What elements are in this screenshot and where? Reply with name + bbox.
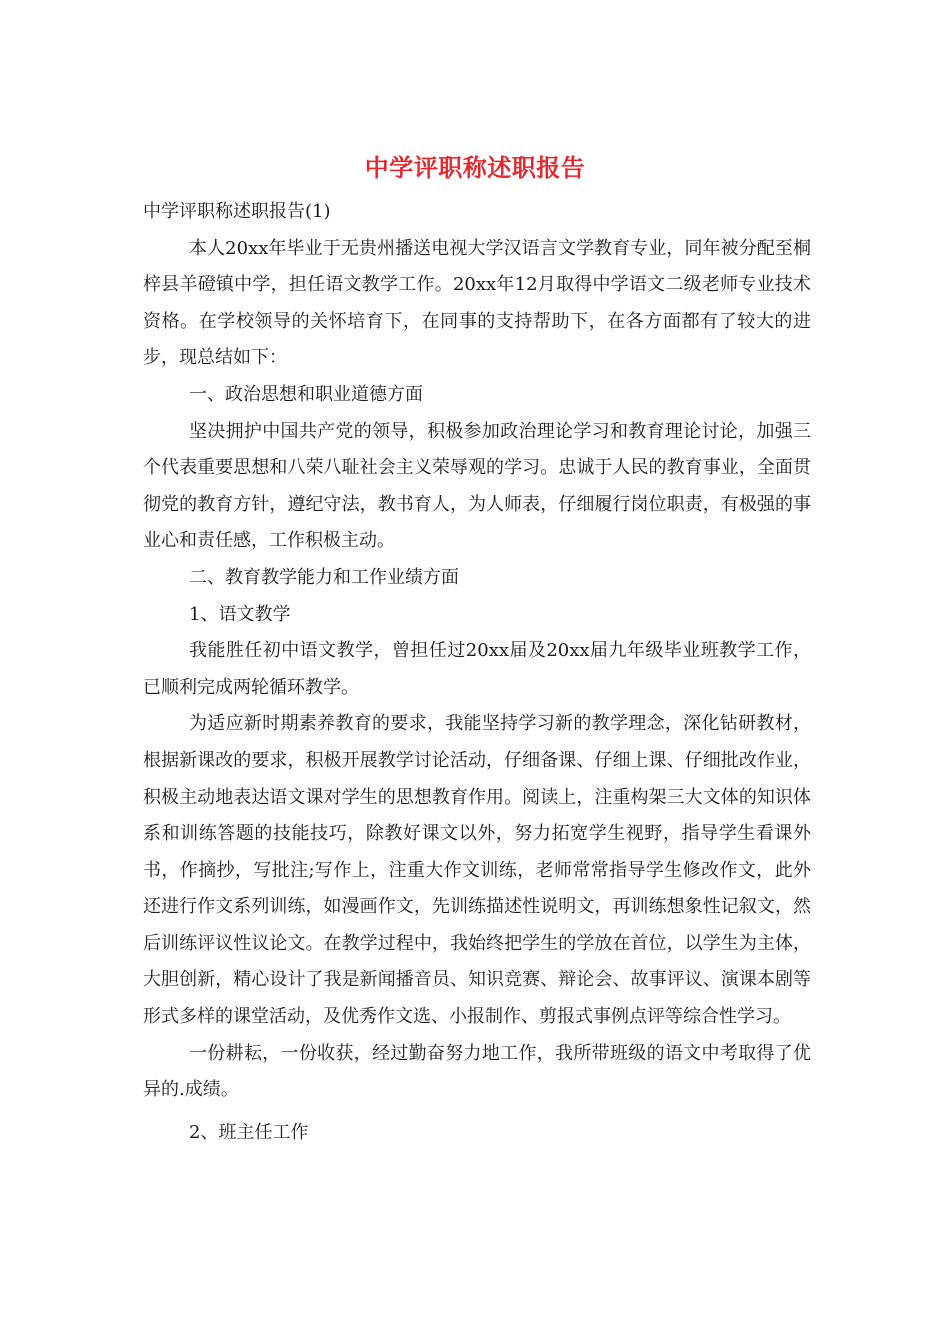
paragraph-politics: 坚决拥护中国共产党的领导，积极参加政治理论学习和教育理论讨论，加强三个代表重要思想和八荣八耻社会主义荣辱观的学习。忠诚于人民的教育事业，全面贯彻党的教育方针，遵纪守法，教书育人，为人师表，仔细履行岗位职责，有极强的事业心和责任感，工作积极主动。 <box>143 420 811 552</box>
paragraph-chinese-teaching: 我能胜任初中语文教学，曾担任过20xx届及20xx届九年级毕业班教学工作，已顺利完成两轮循环教学。 <box>143 640 811 698</box>
document-title: 中学评职称述职报告 <box>364 153 586 182</box>
subsection-heading-head-teacher: 2、班主任工作 <box>189 1121 309 1143</box>
paragraph-intro: 本人20xx年毕业于无贵州播送电视大学汉语言文学教育专业，同年被分配至桐梓县羊磴镇中学，担任语文教学工作。20xx年12月取得中学语文二级老师专业技术资格。在学校领导的关怀培育下，在同事的支持帮助下，在各方面都有了较大的进步，现总结如下： <box>143 237 811 369</box>
paragraph-results: 一份耕耘，一份收获，经过勤奋努力地工作，我所带班级的语文中考取得了优异的.成绩。 <box>143 1042 811 1101</box>
document-body <box>143 194 811 1151</box>
paragraph-quality-education: 为适应新时期素养教育的要求，我能坚持学习新的教学理念，深化钻研教材，根据新课改的要求，积极开展教学讨论活动，仔细备课、仔细上课、仔细批改作业，积极主动地表达语文课对学生的思想教育作用。阅读上，注重构架三大文体的知识体系和训练答题的技能技巧，除教好课文以外，努力拓宽学生视野，指导学生看课外书，作摘抄，写批注;写作上，注重大作文训练，老师常常指导学生修改作文，此外还进行作文系列训练，如漫画作文，先训练描述性说明文，再训练想象性记叙文，然后训练评议性议论文。在教学过程中，我始终把学生的学放在首位，以学生为主体，大胆创新，精心设计了我是新闻播音员、知识竞赛、辩论会、故事评议、演课本剧等形式多样的课堂活动，及优秀作文选、小报制作、剪报式事例点评等综合性学习。 <box>143 713 811 1028</box>
subsection-heading-chinese: 1、语文教学 <box>189 603 291 625</box>
section-heading-teaching: 二、教育教学能力和工作业绩方面 <box>189 566 459 588</box>
section-heading-politics: 一、政治思想和职业道德方面 <box>189 383 423 405</box>
document-subtitle: 中学评职称述职报告(1) <box>143 201 331 222</box>
